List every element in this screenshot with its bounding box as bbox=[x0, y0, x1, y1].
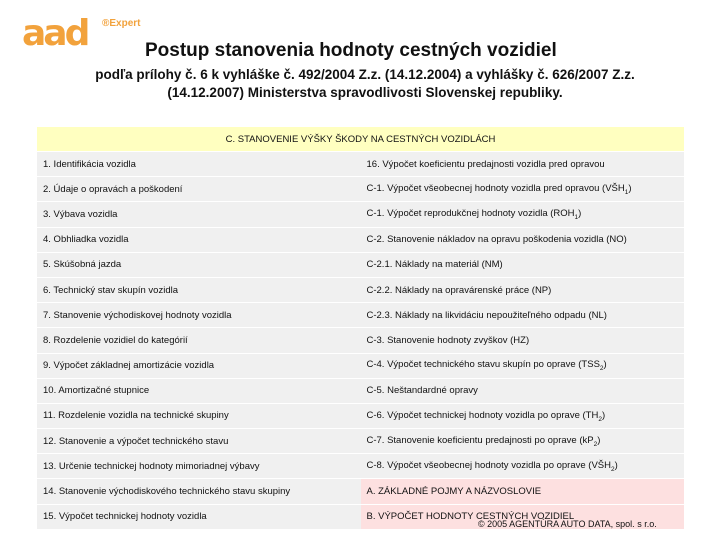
row-left-item: 1. Identifikácia vozidla bbox=[37, 152, 361, 177]
row-left-item: 13. Určenie technickej hodnoty mimoriadnej výbavy bbox=[37, 454, 361, 479]
table-row bbox=[37, 454, 684, 479]
table-row bbox=[37, 429, 684, 454]
row-left-item: 15. Výpočet technickej hodnoty vozidla bbox=[37, 504, 361, 529]
row-right-suffix: ) bbox=[597, 434, 601, 446]
row-right-item: C-3. Stanovenie hodnoty zvyškov (HZ) bbox=[361, 328, 685, 353]
row-right-item: C-2.3. Náklady na likvidáciu nepoužiteľného odpadu (NL) bbox=[361, 303, 685, 328]
row-left-item: 7. Stanovenie východiskovej hodnoty vozidla bbox=[37, 303, 361, 328]
row-right-item: 16. Výpočet koeficientu predajnosti vozidla pred opravou bbox=[361, 152, 685, 177]
row-right-subscript: 2 bbox=[598, 415, 602, 423]
row-right-subscript: 1 bbox=[574, 213, 579, 221]
row-left-item: 11. Rozdelenie vozidla na technické skupiny bbox=[37, 403, 361, 428]
table-row bbox=[37, 252, 684, 277]
table-row bbox=[37, 479, 684, 504]
contents-table bbox=[37, 127, 684, 530]
row-left-item: 4. Obhliadka vozidla bbox=[37, 227, 361, 252]
row-right-text: C-1. Výpočet reprodukčnej hodnoty vozidla (ROH bbox=[366, 208, 575, 220]
table-header-row bbox=[37, 127, 684, 152]
page-subtitle: podľa prílohy č. 6 k vyhláške č. 492/2004 Z.z. (14.12.2004) a vyhlášky č. 626/2007 Z.z. (14.12.2007) Ministerstva spravodlivosti Slovenskej republiky. bbox=[95, 67, 635, 100]
row-right-item: C-5. Neštandardné opravy bbox=[361, 378, 685, 403]
row-right-suffix: ) bbox=[603, 359, 607, 371]
row-right-text: C-6. Výpočet technickej hodnoty vozidla po oprave (TH bbox=[366, 409, 599, 421]
row-right-subscript: 2 bbox=[611, 465, 615, 473]
row-right-suffix: ) bbox=[628, 182, 632, 194]
row-right-item bbox=[361, 454, 685, 479]
table-row bbox=[37, 378, 684, 403]
row-right-subscript: 2 bbox=[593, 440, 598, 448]
row-left-item: 9. Výpočet základnej amortizácie vozidla bbox=[37, 353, 361, 378]
row-right-item: A. ZÁKLADNÉ POJMY A NÁZVOSLOVIE bbox=[361, 479, 685, 504]
row-left-item: 10. Amortizačné stupnice bbox=[37, 378, 361, 403]
row-right-text: C-8. Výpočet všeobecnej hodnoty vozidla po oprave (VŠH bbox=[366, 459, 611, 471]
row-left-item: 5. Skúšobná jazda bbox=[37, 252, 361, 277]
table-row bbox=[37, 227, 684, 252]
table-row bbox=[37, 152, 684, 177]
row-right-item: B. VÝPOČET HODNOTY CESTNÝCH VOZIDIEL bbox=[361, 504, 685, 529]
table-header: C. STANOVENIE VÝŠKY ŠKODY NA CESTNÝCH VOZIDLÁCH bbox=[37, 127, 684, 152]
row-left-item: 8. Rozdelenie vozidiel do kategórií bbox=[37, 328, 361, 353]
row-right-text: C-7. Stanovenie koeficientu predajnosti po oprave (kP bbox=[366, 434, 594, 446]
row-left-item: 2. Údaje o opravách a poškodení bbox=[37, 177, 361, 202]
logo-expert-label: ®Expert bbox=[102, 18, 141, 29]
copyright-footer: © 2005 AGENTÚRA AUTO DATA, spol. s r.o. bbox=[478, 519, 657, 529]
table-row bbox=[37, 303, 684, 328]
table-row bbox=[37, 202, 684, 227]
company-logo bbox=[22, 14, 142, 54]
row-left-item: 14. Stanovenie východiskového technického stavu skupiny bbox=[37, 479, 361, 504]
table-row bbox=[37, 277, 684, 302]
table-row bbox=[37, 353, 684, 378]
row-right-text: C-4. Výpočet technického stavu skupín po oprave (TSS bbox=[366, 359, 600, 371]
row-right-text: C-1. Výpočet všeobecnej hodnoty vozidla pred opravou (VŠH bbox=[366, 182, 625, 194]
logo-mark: aad bbox=[22, 13, 88, 54]
table-row bbox=[37, 328, 684, 353]
row-right-item bbox=[361, 177, 685, 202]
row-right-suffix: ) bbox=[614, 459, 618, 471]
row-right-item: C-2.1. Náklady na materiál (NM) bbox=[361, 252, 685, 277]
row-right-item bbox=[361, 202, 685, 227]
row-left-item: 6. Technický stav skupín vozidla bbox=[37, 277, 361, 302]
row-right-item: C-2.2. Náklady na opravárenské práce (NP) bbox=[361, 277, 685, 302]
row-right-subscript: 1 bbox=[624, 188, 629, 196]
row-right-subscript: 2 bbox=[599, 365, 604, 373]
table-row bbox=[37, 177, 684, 202]
row-right-suffix: ) bbox=[578, 208, 582, 220]
row-right-suffix: ) bbox=[601, 409, 606, 421]
page-title: Postup stanovenia hodnoty cestných vozidiel bbox=[145, 40, 557, 61]
row-right-item bbox=[361, 429, 685, 454]
row-left-item: 12. Stanovenie a výpočet technického stavu bbox=[37, 429, 361, 454]
row-right-item bbox=[361, 353, 685, 378]
row-left-item: 3. Výbava vozidla bbox=[37, 202, 361, 227]
table-row bbox=[37, 403, 684, 428]
row-right-item bbox=[361, 403, 685, 428]
row-right-item: C-2. Stanovenie nákladov na opravu poškodenia vozidla (NO) bbox=[361, 227, 685, 252]
